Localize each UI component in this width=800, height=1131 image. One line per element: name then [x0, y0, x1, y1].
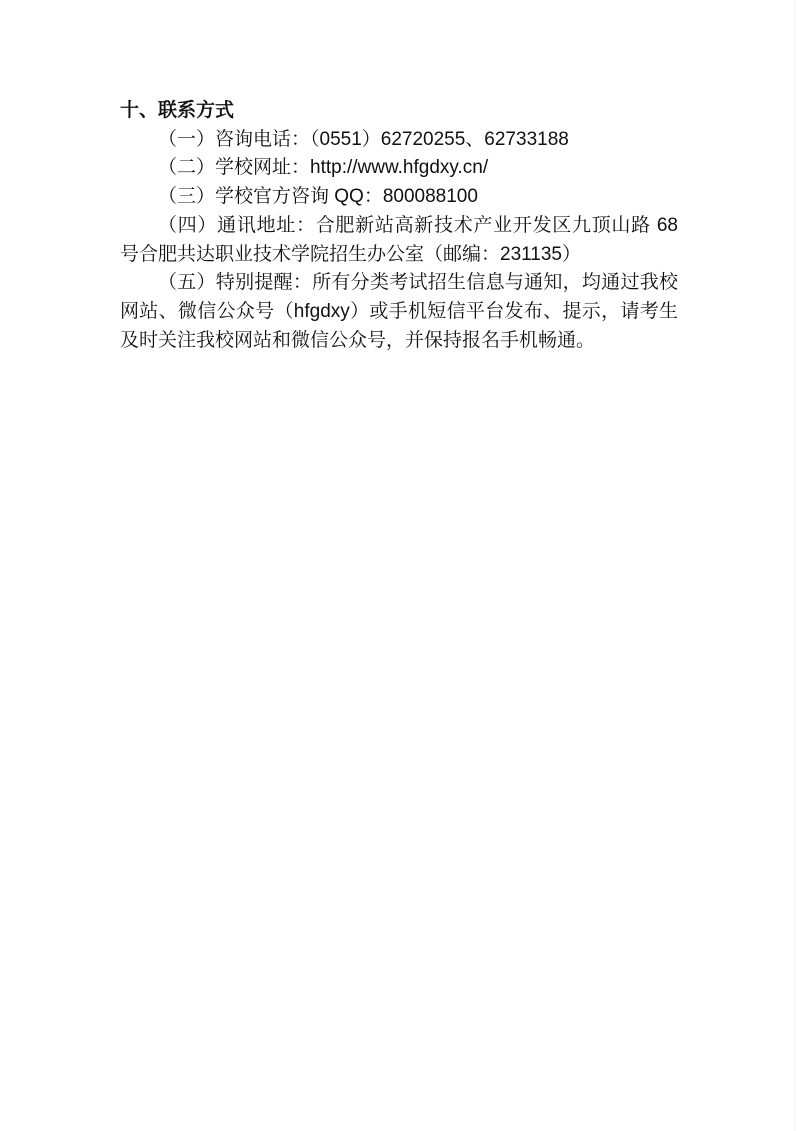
paragraph-official-qq: （三）学校官方咨询 QQ：800088100 — [158, 186, 478, 208]
paragraph-special-notice: （五）特别提醒：所有分类考试招生信息与通知，均通过我校网站、微信公众号（hfgdxy）或手机短信平台发布、提示，请考生及时关注我校网站和微信公众号，并保持报名手机畅通。 — [120, 272, 678, 351]
section-heading: 十、联系方式 — [120, 100, 235, 121]
contact-section — [120, 97, 678, 355]
paragraph-consult-phone: （一）咨询电话：（0551）62720255、62733188 — [158, 128, 569, 150]
page-edge-line — [794, 0, 795, 1131]
paragraph-mailing-address: （四）通讯地址：合肥新站高新技术产业开发区九顶山路 68 号合肥共达职业技术学院招生办公室（邮编：231135） — [120, 214, 678, 265]
paragraph-school-website: （二）学校网址：http://www.hfgdxy.cn/ — [158, 157, 489, 179]
